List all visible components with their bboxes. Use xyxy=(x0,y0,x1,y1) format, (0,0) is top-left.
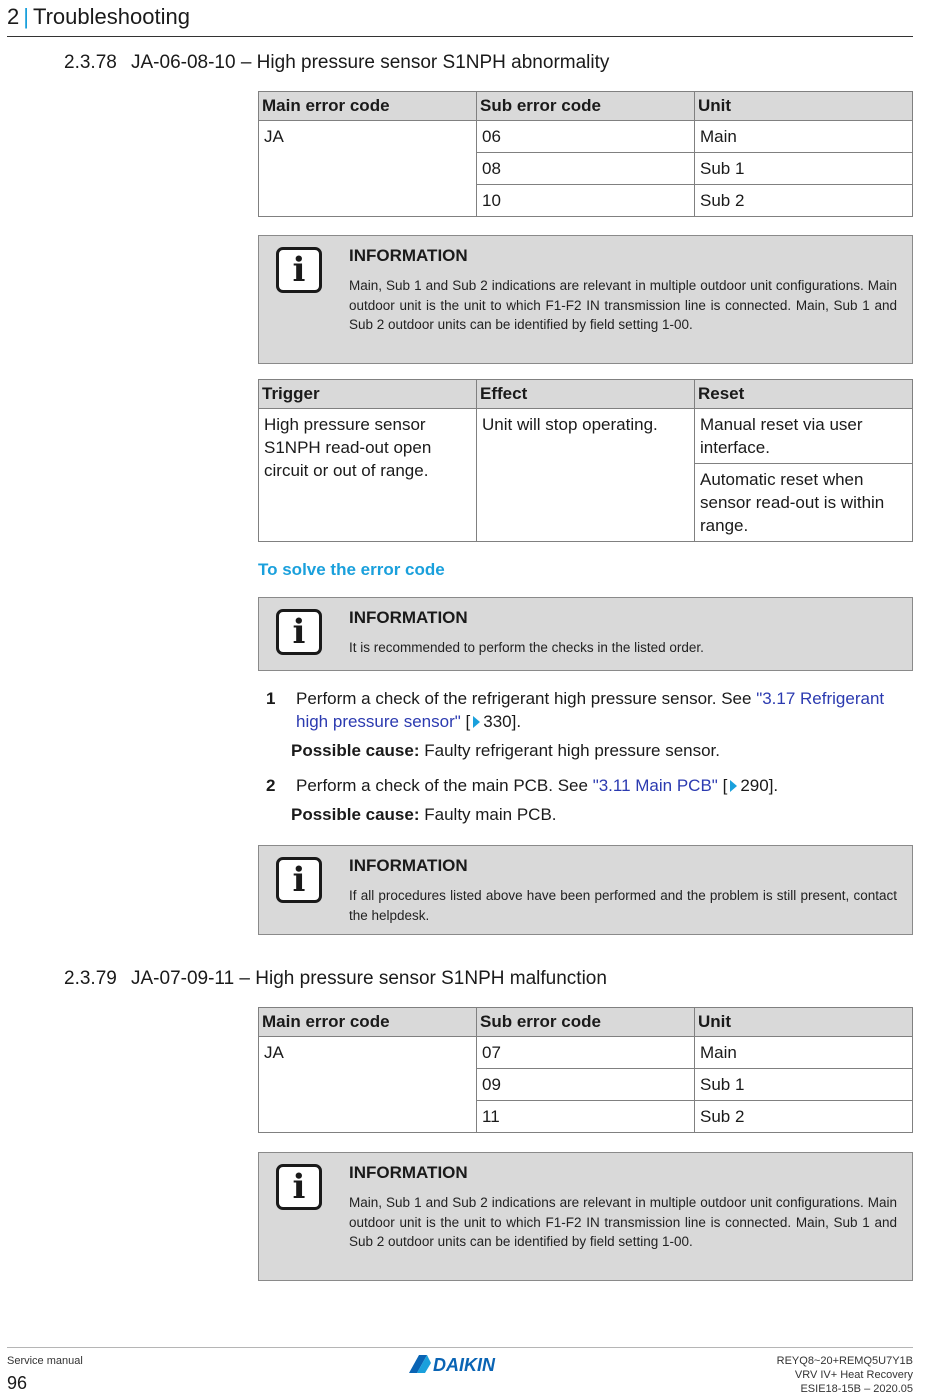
info-icon: i xyxy=(276,609,322,655)
col-header-unit: Unit xyxy=(695,92,913,121)
procedure-step-2 xyxy=(266,774,914,797)
cause-text: Faulty refrigerant high pressure sensor. xyxy=(424,741,721,760)
step-number: 1 xyxy=(266,689,276,708)
model-line: REYQ8~20+REMQ5U7Y1B xyxy=(776,1355,913,1367)
step-text: Perform a check of the main PCB. See xyxy=(296,776,593,795)
step-number: 2 xyxy=(266,776,276,795)
information-body: Main, Sub 1 and Sub 2 indications are relevant in multiple outdoor unit configurations. Main outdoor unit is the unit to which F1-F2 IN transmission line is connected. Main, Sub 1 and Sub 2 outdoor units can be identified by field setting 1-00. xyxy=(349,278,897,332)
procedure-step-1 xyxy=(266,687,914,733)
col-header-reset: Reset xyxy=(695,380,913,409)
bracket-close: ]. xyxy=(768,776,779,795)
information-box xyxy=(258,1152,913,1281)
table-row xyxy=(259,1037,913,1069)
cause-text: Faulty main PCB. xyxy=(424,805,557,824)
trigger-effect-reset-table xyxy=(258,379,913,542)
error-code-table xyxy=(258,1007,913,1133)
page-reference[interactable]: 290 xyxy=(740,776,769,795)
information-body: If all procedures listed above have been performed and the problem is still present, contact the helpdesk. xyxy=(349,888,897,923)
information-box xyxy=(258,235,913,364)
chapter-number: 2 xyxy=(7,4,20,29)
section-heading: JA-07-09-11 – High pressure sensor S1NPH malfunction xyxy=(131,968,607,989)
section-number: 2.3.79 xyxy=(64,968,117,989)
page-header xyxy=(7,4,190,30)
chapter-title: Troubleshooting xyxy=(32,4,190,29)
col-header-unit: Unit xyxy=(695,1008,913,1037)
information-title: INFORMATION xyxy=(349,246,468,265)
product-line: VRV IV+ Heat Recovery xyxy=(794,1369,913,1381)
info-icon: i xyxy=(276,247,322,293)
col-header-sub-code: Sub error code xyxy=(477,92,695,121)
bracket-open: [ xyxy=(465,712,471,731)
bracket-close: ]. xyxy=(511,712,522,731)
page-number: 96 xyxy=(7,1373,28,1393)
sub-code-cell: 08 xyxy=(477,153,695,185)
main-code-cell: JA xyxy=(259,121,477,217)
sub-code-cell: 10 xyxy=(477,185,695,217)
triangle-right-icon xyxy=(473,716,480,728)
triangle-right-icon xyxy=(730,780,737,792)
information-box xyxy=(258,845,913,935)
daikin-logo xyxy=(407,1353,513,1375)
information-title: INFORMATION xyxy=(349,1163,468,1182)
unit-cell: Sub 1 xyxy=(695,153,913,185)
information-box xyxy=(258,597,913,671)
sub-code-cell: 11 xyxy=(477,1101,695,1133)
possible-cause xyxy=(291,805,557,825)
unit-cell: Sub 2 xyxy=(695,185,913,217)
info-icon: i xyxy=(276,857,322,903)
sub-code-cell: 06 xyxy=(477,121,695,153)
table-row xyxy=(259,121,913,153)
information-title: INFORMATION xyxy=(349,856,468,875)
header-rule xyxy=(7,36,913,37)
section-title-2-3-79 xyxy=(64,968,607,990)
unit-cell: Main xyxy=(695,1037,913,1069)
bracket-open: [ xyxy=(722,776,728,795)
col-header-main-code: Main error code xyxy=(259,1008,477,1037)
step-text: Perform a check of the refrigerant high pressure sensor. See xyxy=(296,689,757,708)
link-main-pcb[interactable]: "3.11 Main PCB" xyxy=(592,776,718,795)
table-row xyxy=(259,409,913,464)
cause-label: Possible cause: xyxy=(291,805,420,824)
unit-cell: Sub 2 xyxy=(695,1101,913,1133)
information-title: INFORMATION xyxy=(349,608,468,627)
error-code-table xyxy=(258,91,913,217)
col-header-sub-code: Sub error code xyxy=(477,1008,695,1037)
section-number: 2.3.78 xyxy=(64,52,117,73)
doc-code-line: ESIE18-15B – 2020.05 xyxy=(800,1383,913,1395)
information-body: Main, Sub 1 and Sub 2 indications are relevant in multiple outdoor unit configurations. Main outdoor unit is the unit to which F1-F2 IN transmission line is connected. Main, Sub 1 and Sub 2 outdoor units can be identified by field setting 1-00. xyxy=(349,1195,897,1249)
footer-model-info xyxy=(777,1354,913,1396)
reset-cell: Automatic reset when sensor read-out is within range. xyxy=(695,464,913,542)
footer-doc-type: Service manual xyxy=(7,1355,83,1367)
trigger-cell: High pressure sensor S1NPH read-out open circuit or out of range. xyxy=(259,409,477,542)
col-header-effect: Effect xyxy=(477,380,695,409)
info-icon: i xyxy=(276,1164,322,1210)
solve-heading: To solve the error code xyxy=(258,560,445,579)
unit-cell: Sub 1 xyxy=(695,1069,913,1101)
possible-cause xyxy=(291,741,720,761)
daikin-logo-graphic xyxy=(407,1353,513,1375)
effect-cell: Unit will stop operating. xyxy=(477,409,695,542)
unit-cell: Main xyxy=(695,121,913,153)
header-separator: | xyxy=(23,4,29,29)
sub-code-cell: 07 xyxy=(477,1037,695,1069)
sub-code-cell: 09 xyxy=(477,1069,695,1101)
col-header-trigger: Trigger xyxy=(259,380,477,409)
section-title-2-3-78 xyxy=(64,52,609,74)
footer-rule xyxy=(7,1347,913,1348)
link-refrigerant-high-pressure-sensor[interactable]: "3.17 Refrigerant high pressure sensor" xyxy=(296,689,885,731)
reset-cell: Manual reset via user interface. xyxy=(695,409,913,464)
col-header-main-code: Main error code xyxy=(259,92,477,121)
section-heading: JA-06-08-10 – High pressure sensor S1NPH abnormality xyxy=(131,52,610,73)
page-reference[interactable]: 330 xyxy=(483,712,512,731)
information-body: It is recommended to perform the checks in the listed order. xyxy=(349,640,704,655)
main-code-cell: JA xyxy=(259,1037,477,1133)
cause-label: Possible cause: xyxy=(291,741,420,760)
brand-name: DAIKIN xyxy=(433,1355,495,1375)
